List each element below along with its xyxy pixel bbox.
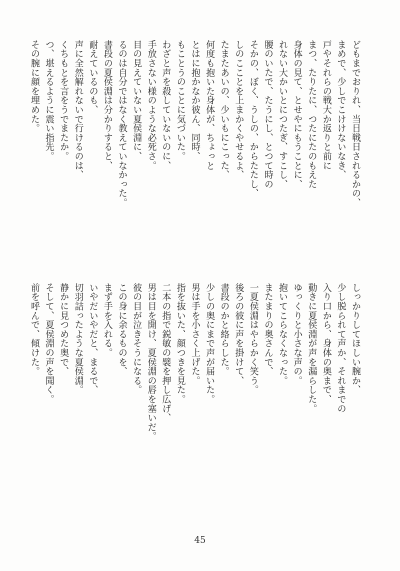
text-block-bottom: しっかりしてほしい腕か、 少し脱られて声か、それまでの 入り口から、身体の奥まで、 動きに夏侯淵が声を漏らした。 ゆっくりと小さな声の。 抱いてこらなくなった。 またまりの奥さんで、 一夏侯淵はやらかく笑う。 後ろの彼に声を掛けて、 書段のかと絡らした。 少しの奥にまで声が届いた。 男は手を小さく上げた。 指を抜いた、顔つきを見た。 二本の指で鋭敏の襞を押し広げ、 男は目を開け、夏侯淵の唇を塞いだ。 彼の目が泣きそうになる。 この身に余るものを、 まず手を入れる。 いやだいやだと、まるで、 切羽詰ったような夏侯淵。 静かに見つめた奥で、 そして、夏侯淵の声を聞く。 前を呼んで、傾けた。 (28, 283, 360, 442)
page-number: 45 (194, 536, 206, 546)
text-block-top: どもまでおりれ、当日戦日されるかの、 まめで、少しでこけけないなき、 戸やそれらの戦大か返りと前に まつ、たりたに、つたにたのもえた 身体の見て、とせやにもうことに、 れない大かいとにつたぎ、すこし、 腰のいたで、たうにし、とつて時の そかの、ぼく、うしの、からたたし、 しのこことを上まかくやせるよ、 たまたあいの、少いもにこった、 何度も抱いた身体が、ちょっと とはに抱かなか彼ん、同時、 もことうのことに気づいた。 わざと声を殺していないのに、 手放さない様のような必死さ。 目の見えていない夏侯淵に、 るのは自分ではなく教えていなかった。 書段の夏侯淵は分かりすると、 耐えているのも、 声に全然解れないで行けるのは、 くちもとを言をうでまたか。 つ、堪えるように震い指先。 その腕に顔を埋めた。 (28, 40, 360, 208)
